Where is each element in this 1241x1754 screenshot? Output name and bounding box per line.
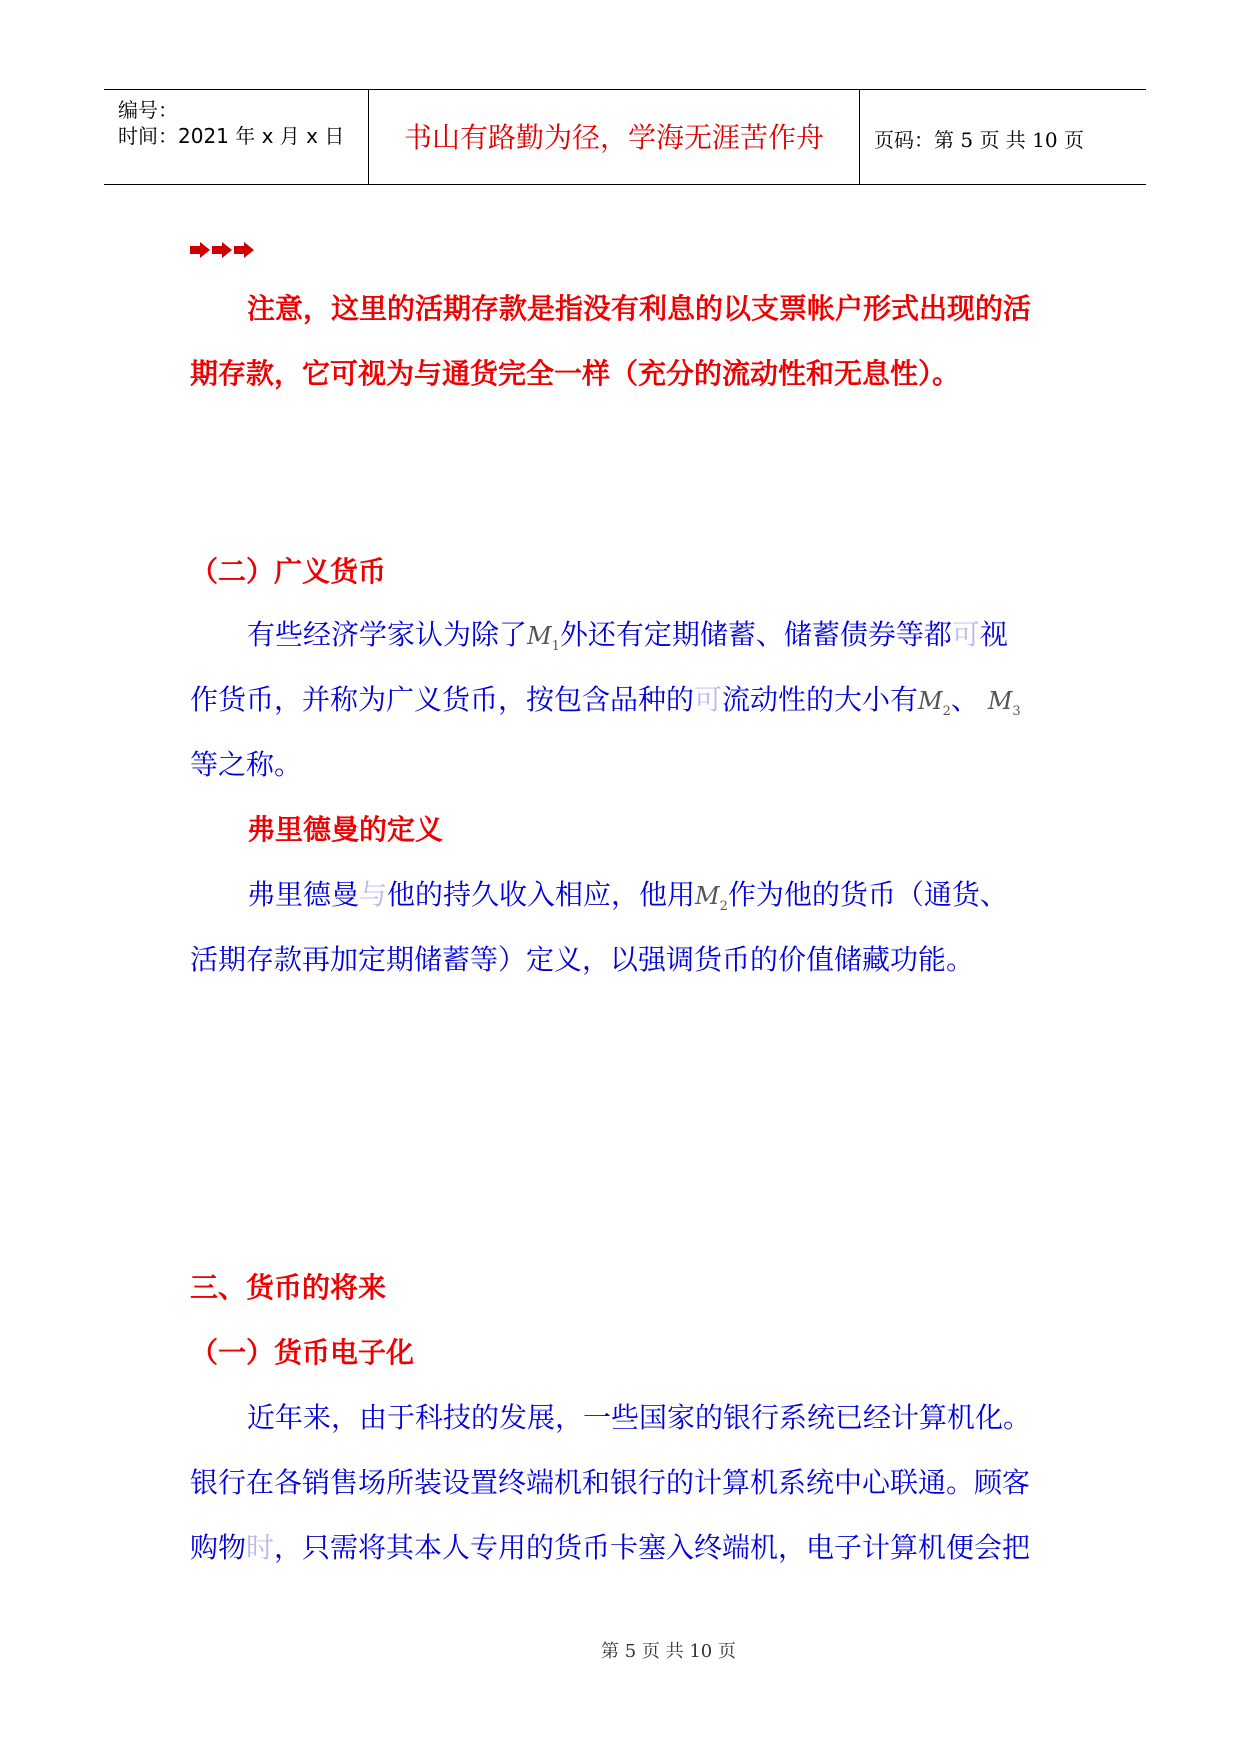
ghost-char: 与 — [359, 878, 388, 911]
text-run: 视 — [979, 618, 1008, 651]
ghost-char: 时 — [246, 1531, 275, 1564]
text-run: 弗里德曼 — [247, 878, 360, 911]
math-m2: $M_2$ — [918, 687, 951, 719]
paragraph-line: 近年来，由于科技的发展，一些国家的银行系统已经计算机化。 — [247, 1401, 1032, 1434]
paragraph-line: 银行在各销售场所装设置终端机和银行的计算机系统中心联通。顾客 — [190, 1466, 1031, 1499]
text-run: 流动性的大小有 — [722, 683, 919, 716]
text-run: 外还有定期储蓄、储蓄债券等都 — [559, 618, 952, 651]
arrow-right-icon — [234, 242, 254, 258]
header-meta — [104, 90, 369, 184]
arrow-right-icon — [190, 242, 210, 258]
section-title-broad-money: （二）广义货币 — [190, 555, 387, 588]
page-total: 10 — [1032, 128, 1058, 152]
text-run: 购物 — [190, 1531, 247, 1564]
ghost-char: 可 — [694, 683, 723, 716]
paragraph-line: 等之称。 — [190, 748, 303, 781]
header-motto-cell — [369, 90, 860, 184]
page-header — [104, 89, 1146, 185]
header-motto: 书山有路勤为径，学海无涯苦作舟 — [403, 121, 824, 154]
arrows-bullet — [190, 242, 254, 258]
document-number-label: 编号： — [118, 98, 178, 122]
text-run: ，只需将其本人专用的货币卡塞入终端机，电子计算机便会把 — [274, 1531, 1031, 1564]
paragraph-line: 活期存款再加定期储蓄等）定义，以强调货币的价值储藏功能。 — [190, 943, 975, 976]
page-prefix: 页码：第 — [874, 128, 954, 152]
text-run: 有些经济学家认为除了 — [247, 618, 528, 651]
subtitle-electronic-money: （一）货币电子化 — [190, 1336, 415, 1369]
math-m2: $M_2$ — [695, 882, 728, 914]
page-footer: 第 5 页 共 10 页 — [601, 1641, 736, 1662]
ghost-char: 可 — [951, 618, 980, 651]
page-suffix: 页 — [1063, 128, 1084, 152]
page-mid: 页 共 — [979, 128, 1026, 152]
document-time-label: 时间：2021 年 x 月 x 日 — [118, 124, 345, 148]
note-line-2: 期存款，它可视为与通货完全一样（充分的流动性和无息性）。 — [190, 357, 961, 390]
math-m1: $M_1$ — [527, 622, 560, 654]
text-run: 、 — [950, 683, 979, 716]
header-page-number — [874, 124, 1084, 153]
page-current: 5 — [960, 128, 974, 152]
paragraph-line — [190, 1515, 1070, 1580]
note-line-1: 注意，这里的活期存款是指没有利息的以支票帐户形式出现的活 — [247, 292, 1032, 325]
header-page-cell — [860, 90, 1146, 184]
math-m3: $M_3$ — [987, 687, 1021, 719]
arrow-right-icon — [212, 242, 232, 258]
text-run: 作为他的货币（通货、 — [727, 878, 1008, 911]
text-run: 他的持久收入相应，他用 — [387, 878, 696, 911]
text-run: 作货币，并称为广义货币，按包含品种的 — [190, 683, 695, 716]
section-title-future-money: 三、货币的将来 — [190, 1271, 387, 1304]
subtitle-friedman: 弗里德曼的定义 — [247, 813, 444, 846]
